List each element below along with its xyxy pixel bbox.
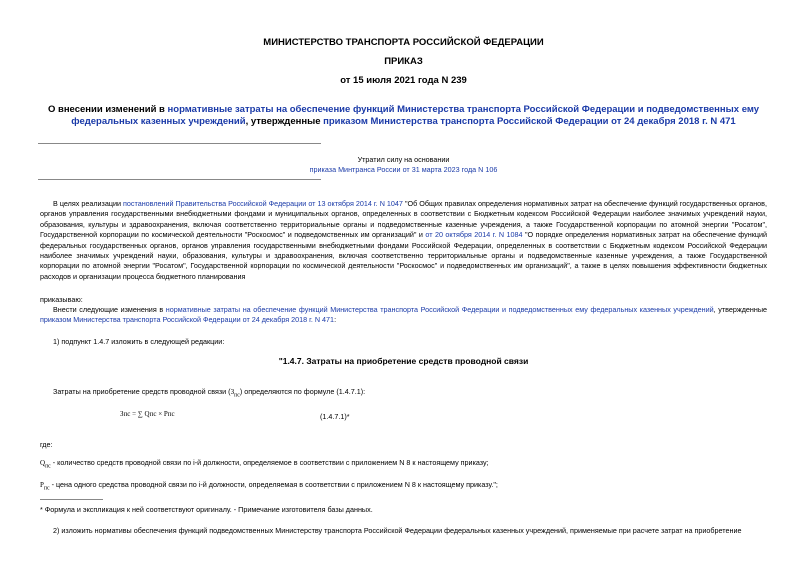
changes-link-norms[interactable]: нормативные затраты на обеспечение функций Министерства транспорта Российской Федерации и подведомственных ему федеральных казенных учреждений: [165, 305, 714, 314]
item-2: 2) изложить нормативы обеспечения функций подведомственных Министерству транспорта Российской Федерации федеральных казенных учреждений, применяемые при расчете затрат на приобретение: [53, 526, 742, 535]
formula-intro-before: Затраты на приобретение средств проводной связи (: [53, 387, 231, 396]
formula-intro-after: ) определяются по формуле (1.4.7.1):: [239, 387, 366, 396]
document-title: [40, 104, 767, 128]
preamble-text-3: "О порядке определения нормативных затрат на обеспечение функций федеральных государственных органов, органов управления государственными внебюджетными фондами Российской Федерации, определенных в соответствии с Бюджетным кодексом Российской Федерации наиболее значимых учреждений науки, образования, культуры и здравоохранения, включая соответственно территориальные органы и подведомственные казенные учреждения, а также Государственной корпорации по атомной энергии "Росатом", Государственной корпорации по космической деятельности "Роскосмос" и подведомственных им организаций", а также в целях повышения эффективности бюджетных расходов и организации процесса бюджетного планирования: [40, 230, 767, 281]
changes-text-2: , утвержденные: [713, 305, 767, 314]
title-link-order-471[interactable]: приказом Министерства транспорта Российской Федерации от 24 декабря 2018 г. N 471: [323, 116, 736, 127]
where-label: где:: [40, 440, 53, 449]
definition-price-text: - цена одного средства проводной связи по i-й должности, определяемая в соответствии с приложением N 8 к настоящему приказу.";: [51, 480, 498, 489]
preamble-link-1084[interactable]: от 20 октября 2014 г. N 1084: [425, 230, 523, 240]
doc-type-heading: ПРИКАЗ: [384, 56, 423, 67]
formula-symbol-image: $З_{пс}$: [230, 388, 240, 399]
definition-quantity-text: - количество средств проводной связи по i-й должности, определяемое в соответствии с приложением N 8 к настоящему приказу;: [52, 458, 489, 467]
preamble-text-2: "Об Общих правилах определения нормативных затрат на обеспечение функций государственных органов, органов управления государственными внебюджетными фондами и муниципальных органов, определенных в соответствии с Бюджетным кодексом Российской Федерации наиболее значимых учреждений науки, образования, культуры и здравоохранения, включая соответственно территориальные органы и подведомственные казенные учреждения, а также Государственной корпорации по атомной энергии "Росатом", Государственной корпорации по космической деятельности "Роскосмос" и подведомственных им организаций" и: [40, 199, 767, 240]
footnote: * Формула и экспликация к ней соответствуют оригиналу. - Примечание изготовителя базы данных.: [40, 505, 373, 514]
status-bottom-rule: [38, 179, 321, 180]
doc-date: от 15 июля 2021 года N 239: [340, 75, 467, 86]
footnote-rule: [40, 499, 103, 500]
order-word: приказываю:: [40, 295, 83, 304]
definition-price: [40, 480, 767, 494]
definition-quantity: [40, 458, 767, 472]
preamble-text-1: В целях реализации: [53, 199, 124, 208]
preamble-link-1047[interactable]: постановлений Правительства Российской Федерации от 13 октября 2014 г. N 1047: [123, 199, 403, 208]
formula-intro: [40, 387, 767, 401]
title-text-1: О внесении изменений в: [47, 104, 168, 115]
changes-text-3: :: [334, 315, 337, 325]
ministry-heading: МИНИСТЕРСТВО ТРАНСПОРТА РОССИЙСКОЙ ФЕДЕРАЦИИ: [263, 37, 544, 48]
q-symbol-image: $Q_{пс}$: [40, 459, 51, 470]
formula-number: (1.4.7.1)*: [320, 412, 350, 421]
title-text-2: , утвержденные: [245, 116, 324, 127]
section-title: "1.4.7. Затраты на приобретение средств проводной связи: [278, 356, 529, 366]
preamble-paragraph: [40, 199, 767, 282]
status-line: Утратил силу на основании: [357, 155, 450, 164]
p-symbol-image: $Р_{пс}$: [40, 481, 50, 492]
changes-link-order-471[interactable]: приказом Министерства транспорта Российской Федерации от 24 декабря 2018 г. N 471: [40, 315, 335, 325]
title-link-norms[interactable]: нормативные затраты на обеспечение функций Министерства транспорта Российской Федерации и подведомственных ему федеральных казенных учреждений: [71, 104, 760, 127]
status-repeal-link[interactable]: приказа Минтранса России от 31 марта 2023 года N 106: [309, 165, 498, 174]
item-1: 1) подпункт 1.4.7 изложить в следующей редакции:: [53, 337, 225, 346]
formula-expression: Зпс = ∑ Qпс × Рпс: [120, 410, 175, 418]
changes-paragraph: [40, 305, 767, 326]
changes-text-1: Внести следующие изменения в: [53, 305, 166, 314]
status-top-rule: [38, 143, 321, 144]
